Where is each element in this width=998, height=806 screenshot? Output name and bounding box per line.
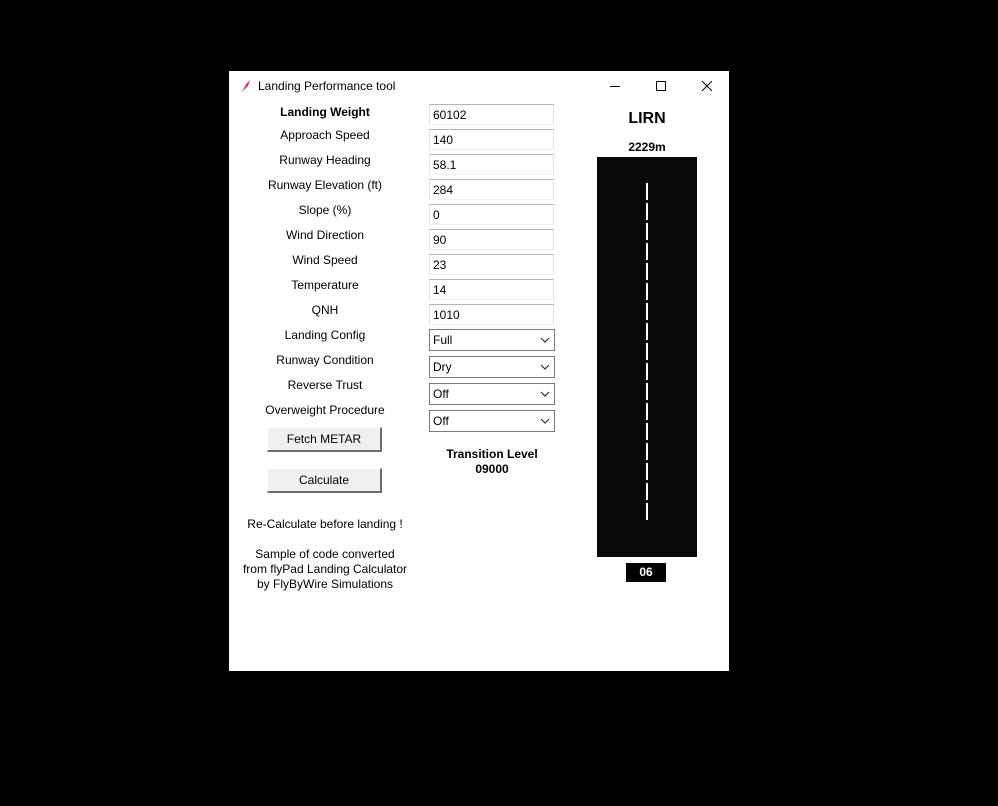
runway-heading-input[interactable]: 58.1	[429, 154, 554, 175]
credit-line-2: from flyPad Landing Calculator	[242, 562, 408, 576]
runway-condition-value: Dry	[433, 360, 452, 374]
transition-level-value: 09000	[475, 462, 509, 476]
runway-elevation-input[interactable]: 284	[429, 179, 554, 200]
slope-input[interactable]: 0	[429, 204, 554, 225]
wind-direction-label: Wind Direction	[285, 228, 365, 242]
landing-config-label: Landing Config	[284, 328, 366, 342]
runway-centerline	[646, 183, 648, 523]
runway-heading-label: Runway Heading	[279, 153, 371, 167]
runway-diagram	[597, 157, 697, 557]
credit-line-3: by FlyByWire Simulations	[256, 577, 394, 591]
wind-direction-input[interactable]: 90	[429, 229, 554, 250]
reverse-thrust-select[interactable]	[429, 383, 555, 405]
qnh-input[interactable]: 1010	[429, 304, 554, 325]
maximize-icon	[656, 81, 666, 91]
reverse-thrust-value: Off	[433, 387, 449, 401]
app-icon	[240, 79, 252, 93]
transition-level-label: Transition Level	[446, 447, 538, 461]
credit-line-1: Sample of code converted	[255, 547, 395, 561]
reverse-thrust-label: Reverse Trust	[287, 378, 363, 392]
wind-speed-label: Wind Speed	[292, 253, 358, 267]
close-icon	[702, 81, 712, 91]
landing-weight-label: Landing Weight	[280, 105, 370, 119]
overweight-procedure-label: Overweight Procedure	[265, 403, 385, 417]
slope-label: Slope (%)	[298, 203, 352, 217]
chevron-down-icon	[540, 390, 550, 398]
runway-condition-select[interactable]	[429, 356, 555, 378]
overweight-procedure-select[interactable]	[429, 410, 555, 432]
approach-speed-label: Approach Speed	[280, 128, 370, 142]
runway-length: 2229m	[628, 140, 666, 154]
runway-elevation-label: Runway Elevation (ft)	[267, 178, 383, 192]
landing-config-select[interactable]	[429, 329, 555, 351]
temperature-input[interactable]: 14	[429, 279, 554, 300]
window-title: Landing Performance tool	[258, 79, 396, 93]
title-bar[interactable]	[229, 71, 729, 101]
app-window	[229, 71, 729, 671]
fetch-metar-button[interactable]: Fetch METAR	[267, 427, 382, 452]
temperature-label: Temperature	[291, 278, 359, 292]
qnh-label: QNH	[311, 303, 339, 317]
recalculate-warning: Re-Calculate before landing !	[247, 517, 403, 531]
wind-speed-input[interactable]: 23	[429, 254, 554, 275]
calculate-button[interactable]: Calculate	[267, 468, 382, 493]
airport-icao: LIRN	[628, 110, 666, 127]
runway-number: 06	[626, 563, 666, 582]
chevron-down-icon	[540, 336, 550, 344]
minimize-icon	[610, 81, 620, 91]
minimize-button[interactable]	[592, 71, 638, 101]
overweight-procedure-value: Off	[433, 414, 449, 428]
chevron-down-icon	[540, 417, 550, 425]
approach-speed-input[interactable]: 140	[429, 129, 554, 150]
landing-weight-input[interactable]: 60102	[429, 104, 554, 125]
runway-condition-label: Runway Condition	[276, 353, 374, 367]
maximize-button[interactable]	[638, 71, 684, 101]
chevron-down-icon	[540, 363, 550, 371]
close-button[interactable]	[684, 71, 730, 101]
landing-config-value: Full	[433, 333, 453, 347]
